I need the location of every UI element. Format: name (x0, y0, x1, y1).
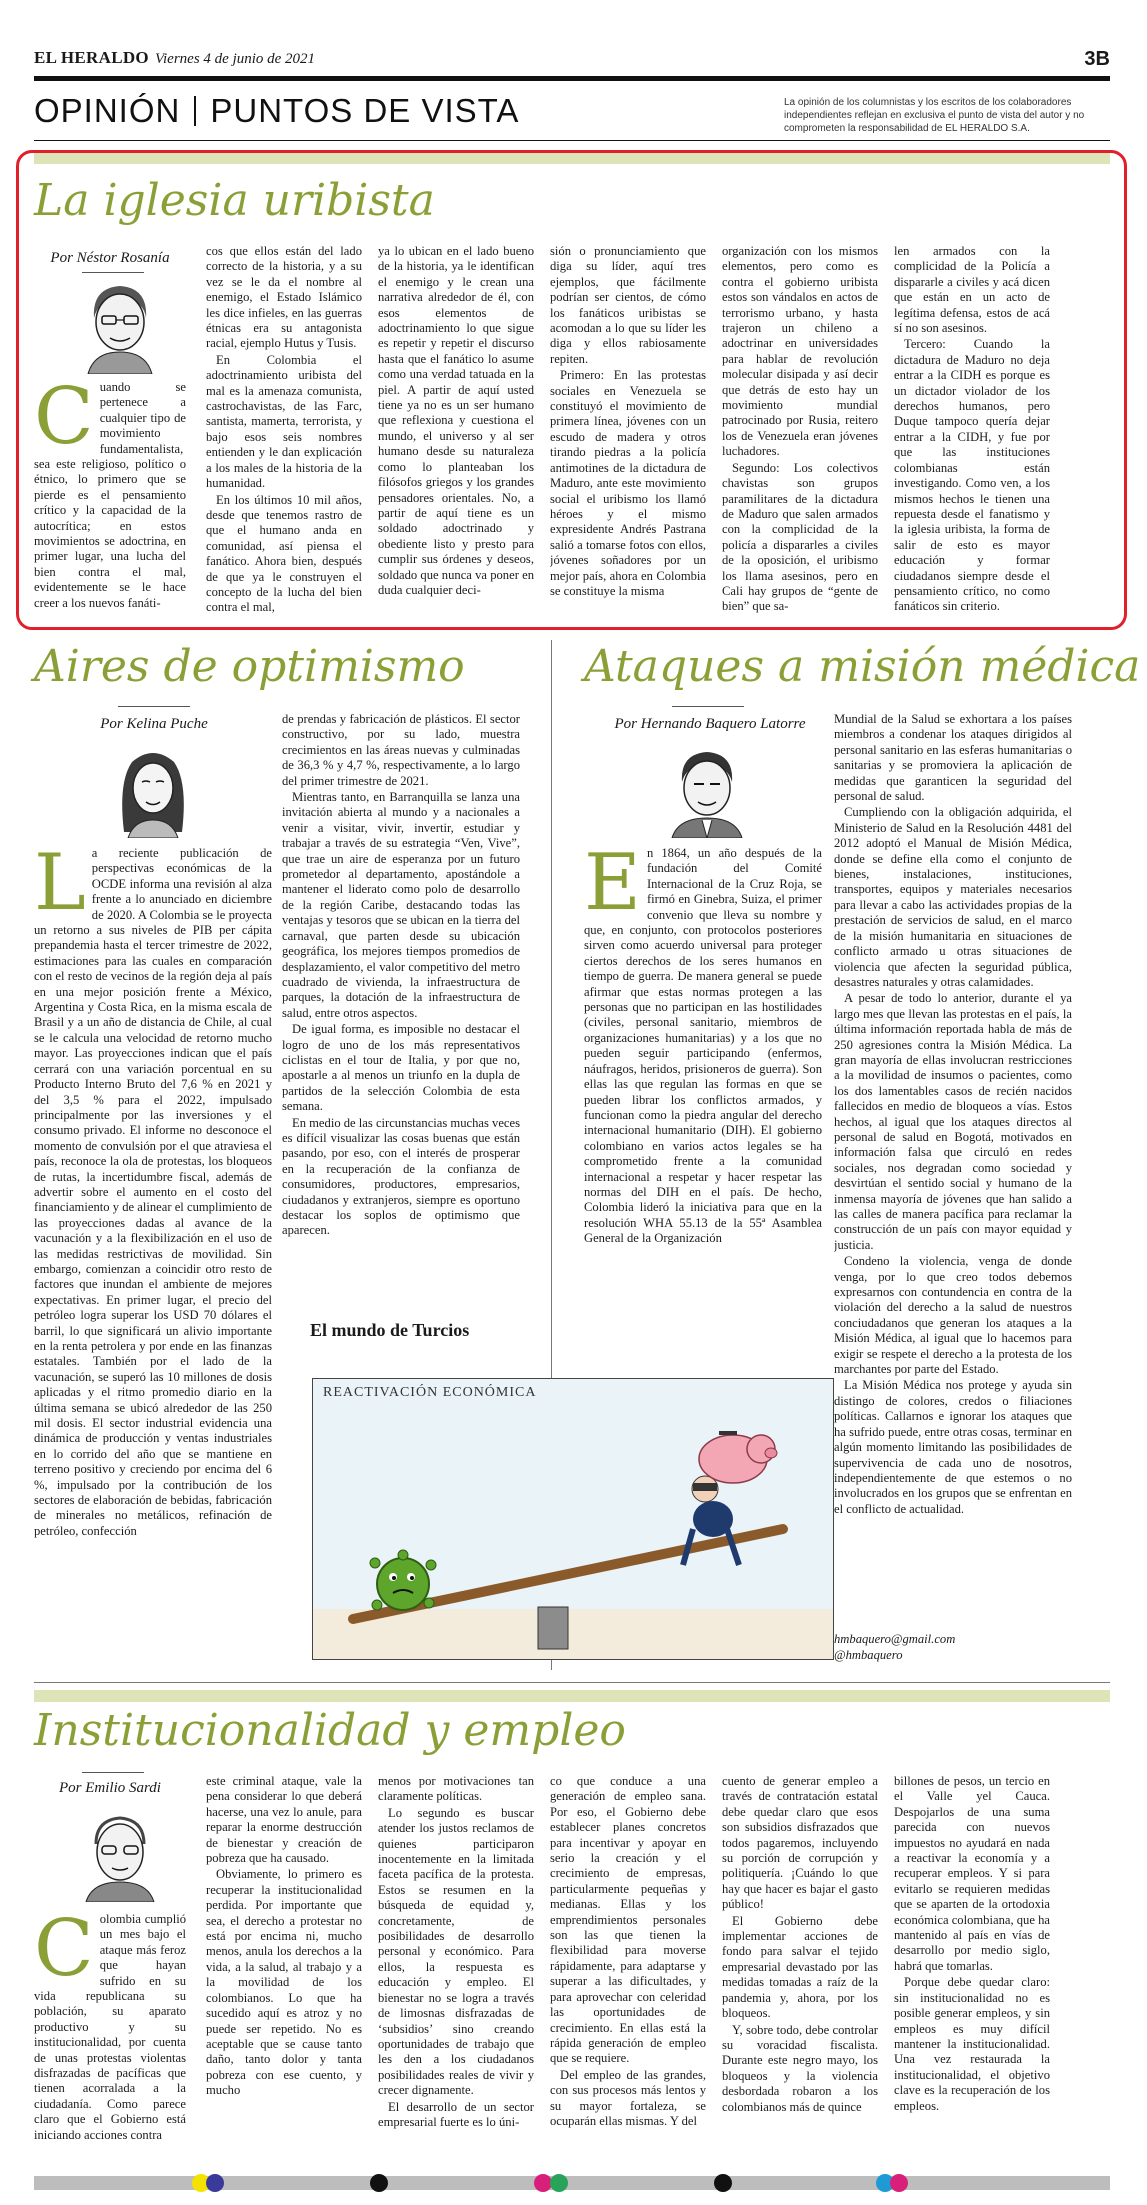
paragraph: de prendas y fabricación de plásticos. El sector constructivo, por su lado, muestra crecimientos en las áreas nuevas y culminadas de 36,3 % y 4,7 %, respectivamente, a lo largo del primer trimestre de 2021. (282, 712, 520, 788)
cartoon-label: REACTIVACIÓN ECONÓMICA (323, 1385, 537, 1400)
section-rule (34, 1682, 1110, 1683)
article-column (34, 846, 272, 1660)
author-portrait (664, 742, 750, 838)
registration-mark (714, 2174, 732, 2192)
article-column (722, 1774, 878, 2172)
paragraph: A pesar de todo lo anterior, durante el ya largo mes que llevan las protestas en el país, la última información reportada habla de más de 250 agresiones contra la Misión Médica. La gran mayoría de ellas involucran restricciones a la movilidad de insumos o pacientes, como los dos lamentables casos de recién nacidos fallecidos en medio de bloqueos a vías. Estos hechos, al igual que los ataques directos al personal de salud en Bogotá, motivados en información falsa que circuló en redes sociales, nos degradan como sociedad y desvirtúan el sentido social y humano de la inmensa mayoría de jóvenes que han salido a las calles de manera pacífica para reclamar la construcción de un país con mayor equidad y justicia. (834, 991, 1072, 1252)
byline-rule (82, 272, 144, 273)
dropcap: C (34, 380, 94, 462)
masthead-rule (34, 76, 1110, 81)
paragraph: menos por motivaciones tan claramente políticas. (378, 1774, 534, 1804)
paper-name: EL HERALDO (34, 48, 149, 67)
article-column (834, 712, 1072, 1630)
article-column (206, 1774, 362, 2172)
paragraph: Condeno la violencia, venga de donde venga, por lo que creo todos debemos expresarnos con contundencia en contra de la violación del derecho a la salud de nuestros conciudadanos que generan los ataques a la Misión Médica, al igual que lo hacemos para exigir se respete el derecho a la protesta de los marchantes por parte del Estado. (834, 1254, 1072, 1377)
author-handle: @hmbaquero (834, 1648, 903, 1662)
author-email: hmbaquero@gmail.com (834, 1632, 956, 1646)
paragraph: En los últimos 10 mil años, desde que tenemos rastro de que el humano anda en comunidad, así piensa el fanático. Ahora bien, después de que ya le construyen el concepto de la lucha del bien contra el mal, (206, 492, 362, 615)
article-title: Institucionalidad y empleo (34, 1705, 626, 1756)
dropcap: L (34, 846, 86, 928)
cartoon-frame (312, 1378, 834, 1660)
byline-rule (672, 706, 744, 707)
section-title-left: OPINIÓN (34, 92, 181, 129)
article-top-bar (34, 1690, 1110, 1702)
column-text: a reciente publicación de perspectivas económicas de la OCDE informa una revisión al alza frente a lo anunciado en diciembre de 2020. A Colombia se le proyecta un retorno a sus niveles de PIB per cápita prepandemia hasta el tercer trimestre de 2022, estimaciones para las cuales en comparación con el resto de vecinos de la región deja al país en una mejor posición frente a México, Argentina y Costa Rica, en la misma escala de Brasil y a un año de distancia de Chile, al cual se le calcula una velocidad de retorno mucho mayor. Las proyecciones indican que el país cerrará con una variación porcentual en su Producto Interno Bruto del 7,6 % en 2021 y del 3,5 % para el 2022, impulsado principalmente por las inversiones y el consumo privado. El informe no desconoce el momento de convulsión por el que atraviesa el país, reconoce la ola de protestas, los bloqueos de rutas, la incertidumbre fiscal, además de advertir sobre el aumento en el costo del financiamiento y de alinear el cumplimiento de las proyecciones dadas al avance de la vacunación y a la flexibilización en el uso de las medidas restrictivas de movilidad. Sin embargo, comienzan a coincidir otro resto de factores que inundan el ambiente de mejores expectativas. En primer lugar, el precio del petróleo logra superar los USD 70 dólares el barril, lo que significará un alivio importante en la renta petrolera y por ende en las finanzas estatales. También por el lado de la vacunación, se superó las 10 millones de dosis aplicadas y el ritmo promedio diario en la última semana se ubicó alrededor de las 250 mil dosis. El sector industrial evidencia una dinámica de producción y ventas industriales en lo corrido del año que se mantiene en terreno positivo y creciendo por encima del 6 %, impulsado por la contribución de los sectores de elaboración de bebidas, fabricación de minerales no metálicos, refinación de petróleo, confección (34, 846, 272, 1538)
paragraph: organización con los mismos elementos, pero como es contra el gobierno uribista estos son vándalos en actos de terrorismo urbano, y hasta trajeron un chileno a adoctrinar en universidades para hablar de revolución molecular disipada y así decir que detrás de esto hay un movimiento mundial patrocinado por Rusia, reitero los de Venezuela eran jóvenes luchadores. (722, 244, 878, 459)
author-portrait (78, 278, 162, 374)
paragraph: En medio de las circunstancias muchas veces es difícil visualizar las cosas buenas que están pasando, por eso, con el interés de prosperar en la recuperación de la confianza de consumidores, productores, empresarios, ciudadanos y extranjeros, siempre es oportuno destacar los soplos de optimismo que aparecen. (282, 1115, 520, 1238)
column-text: olombia cumplió un mes bajo el ataque más feroz que hayan sufrido en su vida republicana su población, su aparato productivo y su institucionalidad, por cuenta de unas protestas violentas disfrazadas de pacíficas que tienen acorralada a la ciudadanía. Como parece claro que el Gobierno está iniciando acciones contra (34, 1912, 186, 2142)
article-column (894, 244, 1050, 620)
article-column (722, 244, 878, 620)
article-column (34, 380, 186, 620)
paragraph: Porque debe quedar claro: sin institucionalidad no es posible generar empleos, y sin empleos es muy difícil mantener la institucionalidad. Una vez restaurada la institucionalidad, el objetivo clave es la recuperación de los empleos. (894, 1975, 1050, 2113)
section-rule (34, 140, 1110, 141)
article-column (206, 244, 362, 620)
article-column (550, 244, 706, 620)
paragraph: De igual forma, es imposible no destacar el logro de uno de los más representativos ciclistas en el tour de Italia, y por que no, apostarle a al menos un triunfo en la dupla de partidos de la selección Colombia de esta semana. (282, 1022, 520, 1114)
section-header (34, 92, 1110, 140)
byline-rule (118, 706, 190, 707)
section-title-right: PUNTOS DE VISTA (210, 92, 520, 129)
issue-date: Viernes 4 de junio de 2021 (154, 51, 316, 67)
article-title: La iglesia uribista (34, 175, 435, 226)
article-column (378, 244, 534, 620)
paragraph: El Gobierno debe implementar acciones de fondo para salvar el tejido empresarial devastado por las medidas tomadas a raíz de la pandemia y, ahora, por los bloqueos. (722, 1913, 878, 2021)
paragraph: En Colombia el adoctrinamiento uribista del mal es la amenaza comunista, castrochavistas, de las Farc, santista, mamerta, terrorista, y bajo esos seis nombres entienden y le dan explicación a los males de la historia de la humanidad. (206, 352, 362, 491)
registration-mark (890, 2174, 908, 2192)
paragraph: co que conduce a una generación de empleo sana. Por eso, el Gobierno debe establecer planes concretos para incentivar y apoyar en serio la creación y el crecimiento de empresas, particularmente pequeñas y medianas. Ellas y los emprendimientos personales son las que tienen la flexibilidad para moverse rápidamente, para adaptarse y superar a las dificultades, y para aprovechar con celeridad las oportunidades de crecimiento. En ellas está la rápida generación de empleo que se requiere. (550, 1774, 706, 2066)
paragraph: Primero: En las protestas sociales en Venezuela se constituyó el movimiento de primera línea, jóvenes con un escudo de madera y otros tirando piedras a la policía antimotines de la dictadura de Maduro, ante este movimiento social el uribismo los llamó héroes y el mismo expresidente Andrés Pastrana salió a tomarse fotos con ellos, jóvenes soñadores por un mejor país, ahora en Colombia se constituye la misma (550, 368, 706, 598)
registration-mark (550, 2174, 568, 2192)
article-column (550, 1774, 706, 2172)
column-text: uando se pertenece a cualquier tipo de movimiento fundamentalista, sea este religioso, político o étnico, lo primero que se pierde es el pensamiento crítico y la capacidad de la autocrítica; en estos movimientos se adoctrina, en primer lugar, una lucha del bien contra el mal, evidentemente se le hace creer a los nuevos fanáti- (34, 380, 186, 610)
paragraph: Mientras tanto, en Barranquilla se lanza una invitación abierta al mundo y a nacionales a venir a visitar, vivir, invertir, estudiar y trabajar a través de su estrategia “Ven, Vive”, que trae un aire de esperanza por un futuro prometedor al departamento, apostándole a mantener el liderato como polo de desarrollo de la región Caribe, destacando todas las ventajas y tesoros que se ubican en la tierra del carnaval, que parten desde su ubicación geográfica, los mejores tiempos promedios de desplazamiento, el valor competitivo del metro cuadrado de vivienda, la infraestructura de parques, la dotación de la infraestructura de salud, entre otros aspectos. (282, 790, 520, 1020)
masthead (34, 48, 1110, 72)
paragraph: Obviamente, lo primero es recuperar la institucionalidad perdida. Por importante que sea, el derecho a protestar no está por encima ni, mucho menos, anula los derechos a la vida, a la salud, al trabajo y a la movilidad de los colombianos. Lo que ha sucedido aquí es atroz y no puede ser repetido. No es aceptable que se cause tanto daño, tanto dolor y tanta pobreza con ese cuento, y mucho (206, 1867, 362, 2098)
paragraph: Cumpliendo con la obligación adquirida, el Ministerio de Salud en la Resolución 4481 del 2012 adoptó el Manual de Misión Médica, donde se define ella como el conjunto de bienes, instalaciones, instituciones, transportes, equipos y materiales necesarios para llevar a cabo las actividades propias de la prestación de servicios de salud, en el marco de la misión humanitaria en situaciones de conflicto armado u otras situaciones de violencia que afecten la seguridad pública, desastres naturales y otras calamidades. (834, 805, 1072, 989)
author-portrait (78, 1806, 162, 1902)
paragraph: Segundo: Los colectivos chavistas son grupos paramilitares de la dictadura de Maduro que salen armados con la complicidad de la policía a dispararles a civiles de la oposición, el uribismo los llama asesinos, pero en Cali hay grupos de “gente de bien” que sa- (722, 460, 878, 614)
section-disclaimer: La opinión de los columnistas y los escritos de los colaboradores independientes reflejan en exclusiva el punto de vista del autor y no comprometen la responsabilidad de EL HERALDO S.A. (784, 97, 1085, 134)
article-column (282, 712, 520, 1324)
byline-rule (82, 1772, 144, 1773)
article-title: Aires de optimismo (34, 641, 465, 692)
column-text: n 1864, un año después de la fundación del Comité Internacional de la Cruz Roja, se firmó en Ginebra, Suiza, el primer convenio que lleva su nombre y que, en conjunto, con protocolos posteriores sirven como acuerdo universal para proteger ciertos derechos de los seres humanos en tiempo de guerra. De manera general se puede afirmar que estas normas protegen a las personas que no participan en las hostilidades (civiles, personal sanitario, miembros de organizaciones humanitarias) y a los que no pueden seguir participando (enfermos, náufragos, heridos, prisioneros de guerra). Son ellas las que regulan las formas en que se pueden librar los conflictos armados, y funcionan como la piedra angular del derecho internacional humanitario (DIH). El gobierno colombiano en varios actos legales se ha comprometido frente a la comunidad internacional a respetar y hacer respetar las normas del DIH en el país. De hecho, Colombia lideró la iniciativa para que en la resolución WHA 55.13 de la 55ª Asamblea General de la Organización (584, 846, 822, 1246)
paragraph: Tercero: Cuando la dictadura de Maduro no deja entrar a la CIDH es porque es un dictador violador de los derechos humanos, pero Duque tampoco quería dejar entrar a la CIDH, y fue por que las instituciones colombianas están investigando. Como ven, a los mismos hechos le tienen una repuesta desde el fanatismo y la iglesia uribista, la forma de salir de esto es mayor educación y formar ciudadanos siempre desde el pensamiento crítico, no como fanáticos sin criterio. (894, 337, 1050, 614)
page-number: 3B (1084, 48, 1110, 70)
paragraph: sión o pronunciamiento que diga su líder, aquí tres ejemplos, que fácilmente podrían ser cientos, de cómo los fanáticos uribistas se acomodan a lo que su líder les diga y ellos rabiosamente repiten. (550, 244, 706, 366)
article-column (34, 1912, 186, 2172)
article-column (584, 846, 822, 1300)
cartoon-title: El mundo de Turcios (310, 1320, 470, 1340)
article-byline: Por Hernando Baquero Latorre (614, 716, 806, 732)
paragraph: billones de pesos, un tercio en el Valle yel Cauca. Despojarlos de una suma parecida con nuevos impuestos no ayudará en nada a reactivar la economía y a recuperar empleos. Y si para evitarlo se requieren medidas que se aparten de la ortodoxia económica colombiana, que ha mantenido al país en vías de desarrollo por medio siglo, habrá que tomarlas. (894, 1774, 1050, 1973)
section-divider (194, 96, 196, 126)
paragraph: este criminal ataque, vale la pena considerar lo que deberá hacerse, una vez lo anule, para reparar la enorme destrucción de bienestar y creación de pobreza que ha causado. (206, 1774, 362, 1866)
registration-mark (370, 2174, 388, 2192)
article-byline: Por Néstor Rosanía (50, 250, 170, 266)
paragraph: Del empleo de las grandes, con sus procesos más lentos y su mayor fortaleza, se ocuparán ellas mismas. Y del (550, 2067, 706, 2128)
paragraph: Y, sobre todo, debe controlar su voracidad fiscalista. Durante este negro mayo, los bloqueos y la violencia desbordada robaron a los colombianos más de quince (722, 2022, 878, 2114)
author-portrait (110, 742, 196, 838)
article-byline: Por Emilio Sardi (59, 1780, 161, 1796)
paragraph: cos que ellos están del lado correcto de la historia, y a su vez se le da el nombre al enemigo, el Estado Islámico les dice infieles, en las guerras étnicas era su antagonista racial, ejemplo Hutus y Tusis. (206, 244, 362, 351)
cartoon-illustration (313, 1379, 833, 1659)
paragraph: Lo segundo es buscar atender los justos reclamos de quienes participaron inocentemente en la limitada faceta pacífica de la protesta. Estos se resumen en la búsqueda de equidad y, concretamente, de posibilidades de desarrollo personal y económico. Para ellos, la respuesta es educación y empleo. El bienestar no se logra a través de limosnas disfrazadas de ‘subsidios’ sino creando oportunidades de trabajo que les den a los ciudadanos posibilidades reales de vivir y crecer dignamente. (378, 1805, 534, 2098)
paragraph: cuento de generar empleo a través de contratación estatal debe quedar claro que esos son subsidios disfrazados que todos pagaremos, incluyendo su porción de corrupción y politiquería. ¡Cuándo lo que hay que hacer es bajar el gasto público! (722, 1774, 878, 1912)
registration-mark (206, 2174, 224, 2192)
article-column (378, 1774, 534, 2172)
article-title: Ataques a misión médica (584, 641, 1141, 692)
paragraph: El desarrollo de un sector empresarial fuerte es lo úni- (378, 2099, 534, 2129)
paragraph: Mundial de la Salud se exhortara a los países miembros a condenar los ataques dirigidos al personal sanitario en las esferas humanitarias o sanitarias y se promoviera la aplicación de medidas que garanticen la seguridad del personal de salud. (834, 712, 1072, 804)
paragraph: len armados con la complicidad de la Policía a dispararle a civiles y acá dicen que están en un acto de legítima defensa, estos de acá sí no son asesinos. (894, 244, 1050, 336)
dropcap: E (584, 846, 641, 928)
article-byline: Por Kelina Puche (100, 716, 208, 732)
dropcap: C (34, 1912, 94, 1994)
paragraph: La Misión Médica nos protege y ayuda sin distingo de colores, credos o filiaciones políticas. Callarnos e ignorar los ataques que ha sufrido puede, entre otras cosas, terminar en algún momento limitando las posibilidades de supervivencia de cada uno de nosotros, independientemente de que estemos o no involucrados en los grupos que se enfrentan en el conflicto de actualidad. (834, 1378, 1072, 1516)
article-column (894, 1774, 1050, 2172)
paragraph: ya lo ubican en el lado bueno de la historia, ya le identifican el enemigo y le crean una narrativa alrededor de él, con esos elementos de adoctrinamiento lo que sigue es repetir y repetir el discurso hasta que el fanático lo asume como una verdad tatuada en la piel. A partir de aquí usted tiene ya no es un ser humano que reflexiona y cuestiona el mundo, el universo y al ser humano desde su naturaleza como lo planteaban los filósofos griegos y los grandes pensadores orientales. No, a partir de aquí tiene es un soldado adoctrinado y obediente listo y presto para cumplir sus órdenes y deseos, soldado que nunca va poner en duda cualquier deci- (378, 244, 534, 597)
